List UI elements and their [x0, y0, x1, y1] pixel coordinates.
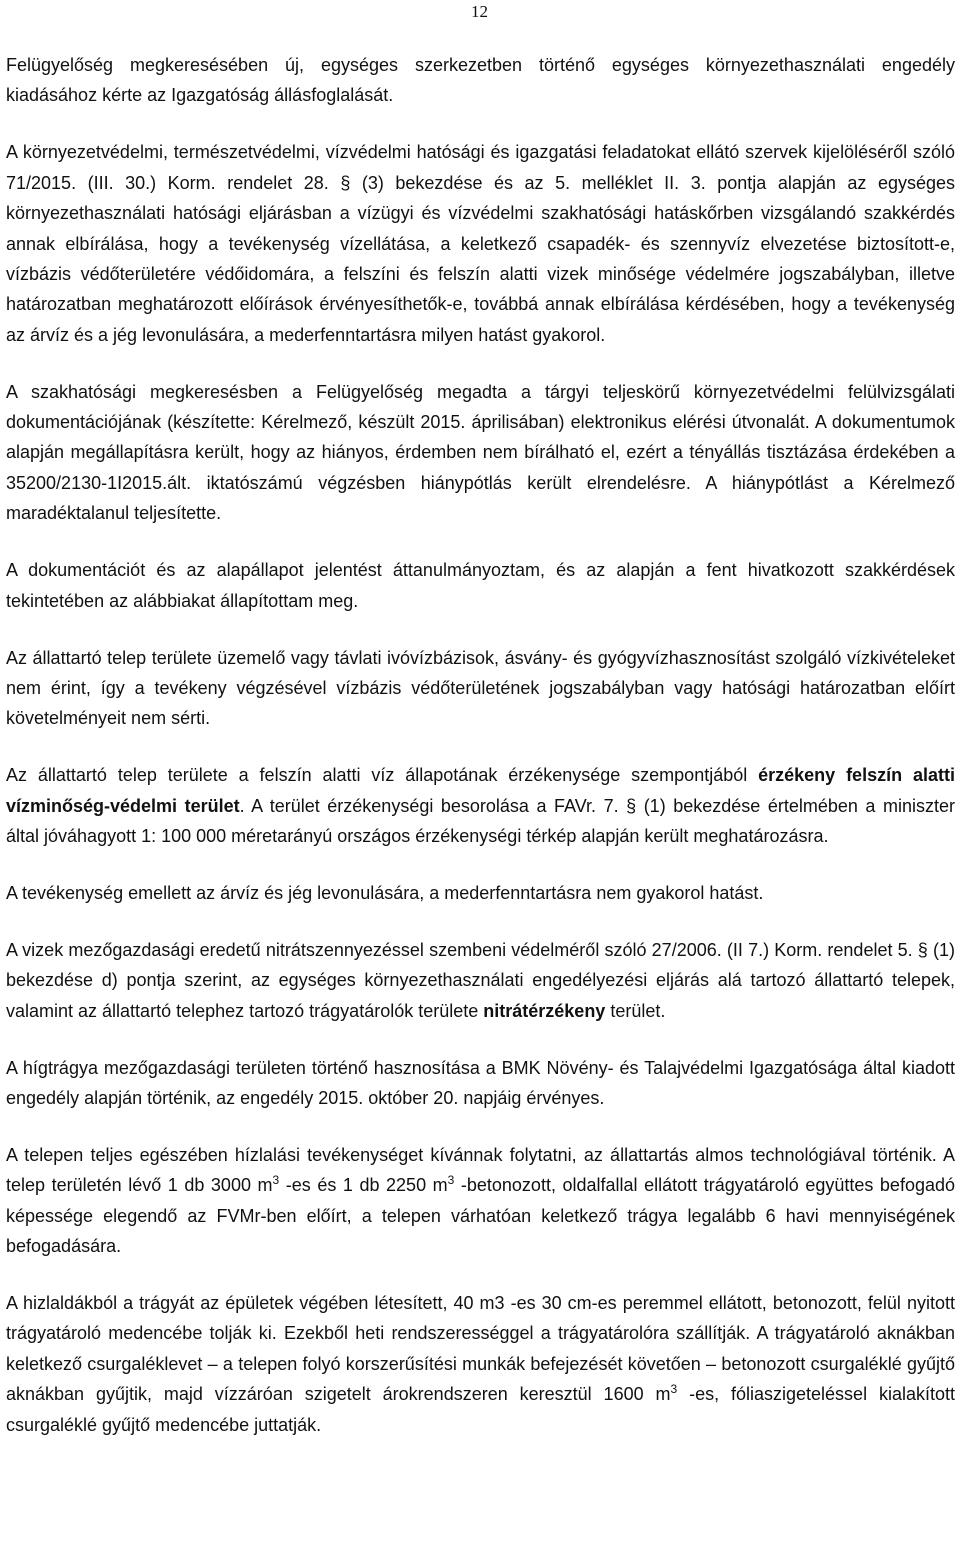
bold-text: nitrátérzékeny: [483, 1000, 606, 1021]
text-segment: A dokumentációt és az alapállapot jelentést áttanulmányoztam, és az alapján a fent hivatkozott szakkérdések tekintetében az alábbiakat állapítottam meg.: [6, 560, 955, 611]
text-segment: -betonozott, oldalfallal ellátott trágyatároló együttes befogadó képessége elegendő az FVMr-ben előírt, a telepen várhatóan keletkező trágya legalább 6 havi mennyiségének befogadására.: [6, 1175, 955, 1257]
text-segment: A hígtrágya mezőgazdasági területen történő hasznosítása a BMK Növény- és Talajvédelmi Igazgatósága által kiadott engedély alapján történik, az engedély 2015. október 20. napjáig érvényes.: [6, 1057, 955, 1108]
paragraph: [6, 935, 955, 1026]
paragraph: [6, 137, 955, 350]
text-segment: A szakhatósági megkeresésben a Felügyelőség megadta a tárgyi teljeskörű környezetvédelmi felülvizsgálati dokumentációjának (készítette: Kérelmező, készült 2015. áprilisában) elektronikus elérési útvonalát. A dokumentumok alapján megállapításra került, hogy az hiányos, érdemben nem bírálható el, ezért a tényállás tisztázása érdekében a 35200/2130-1I2015.ált. iktatószámú végzésben hiánypótlás került elrendelésre. A hiánypótlást a Kérelmező maradéktalanul teljesítette.: [6, 381, 955, 524]
paragraph: [6, 1140, 955, 1262]
text-segment: A tevékenység emellett az árvíz és jég levonulására, a mederfenntartásra nem gyakorol hatást.: [6, 882, 764, 903]
bold-text: érzékeny felszín alatti vízminőség-védelmi terület: [6, 765, 955, 816]
text-segment: A vizek mezőgazdasági eredetű nitrátszennyezéssel szembeni védelméről szóló 27/2006. (II 7.) Korm. rendelet 5. § (1) bekezdése d) pontja szerint, az egységes környezethasználati engedélyezési eljárás alá tartozó állattartó telepek, valamint az állattartó telephez tartozó trágyatárolók területe: [6, 939, 955, 1021]
superscript: 3: [272, 1173, 280, 1188]
text-segment: -es és 1 db 2250 m: [279, 1175, 448, 1196]
paragraph: [6, 555, 955, 616]
paragraph: [6, 1053, 955, 1114]
superscript: 3: [447, 1173, 455, 1188]
paragraph: [6, 760, 955, 851]
text-segment: A környezetvédelmi, természetvédelmi, vízvédelmi hatósági és igazgatási feladatokat ellátó szervek kijelöléséről szóló 71/2015. (III. 30.) Korm. rendelet 28. § (3) bekezdése és az 5. melléklet II. 3. pontja alapján az egységes környezethasználati hatósági eljárásban a vízügyi és vízvédelmi szakhatósági hatáskőrben vizsgálandó szakkérdés annak elbírálása, hogy a tevékenység vízellátása, a keletkező csapadék- és szennyvíz elvezetése biztosított-e, vízbázis védőterületére védőidomára, a felszíni és felszín alatti vizek minősége védelmére jogszabályban, illetve határozatban meghatározott előírások érvényesíthetők-e, továbbá annak elbírálása kérdésében, hogy a tevékenység az árvíz és a jég levonulására, a mederfenntartásra milyen hatást gyakorol.: [6, 142, 955, 345]
paragraph: [6, 50, 955, 111]
text-segment: A telepen teljes egészében hízlalási tevékenységet kívánnak folytatni, az állattartás almos technológiával történik. A telep területén lévő 1 db 3000 m: [6, 1144, 955, 1196]
body-text: [6, 50, 955, 1440]
paragraph: [6, 643, 955, 734]
page-number: 12: [471, 2, 488, 21]
text-segment: . A terület érzékenységi besorolása a FAVr. 7. § (1) bekezdése értelmében a miniszter által jóváhagyott 1: 100 000 méretarányú országos érzékenységi térkép alapján került meghatározásra.: [6, 795, 955, 847]
paragraph: [6, 878, 955, 908]
paragraph: [6, 1288, 955, 1440]
text-segment: Az állattartó telep területe a felszín alatti víz állapotának érzékenysége szempontjából: [6, 765, 759, 786]
text-segment: A hizlaldákból a trágyát az épületek végében létesített, 40 m3 -es 30 cm-es peremmel ellátott, betonozott, felül nyitott trágyatároló medencébe tolják ki. Ezekből heti rendszerességgel a trágyatárolóra szállítják. A trágyatároló aknákban keletkező csurgaléklevet – a telepen folyó korszerűsítési munkák befejezését követően – betonozott csurgaléklé gyűjtő aknákban gyűjtik, majd vízzáróan szigetelt árokrendszeren keresztül 1600 m: [6, 1293, 955, 1405]
text-segment: Felügyelőség megkeresésében új, egységes szerkezetben történő egységes környezethasználati engedély kiadásához kérte az Igazgatóság állásfoglalását.: [6, 55, 955, 106]
text-segment: terület.: [605, 1000, 666, 1021]
superscript: 3: [670, 1382, 678, 1397]
text-segment: Az állattartó telep területe üzemelő vagy távlati ivóvízbázisok, ásvány- és gyógyvízhasznosítást szolgáló vízkivételeket nem érint, így a tevékeny végzésével vízbázis védőterületének jogszabályban vagy hatósági határozatban előírt követelményeit nem sérti.: [6, 647, 955, 729]
text-segment: -es, fóliaszigeteléssel kialakított csurgaléklé gyűjtő medencébe juttatják.: [6, 1384, 955, 1435]
paragraph: [6, 377, 955, 529]
